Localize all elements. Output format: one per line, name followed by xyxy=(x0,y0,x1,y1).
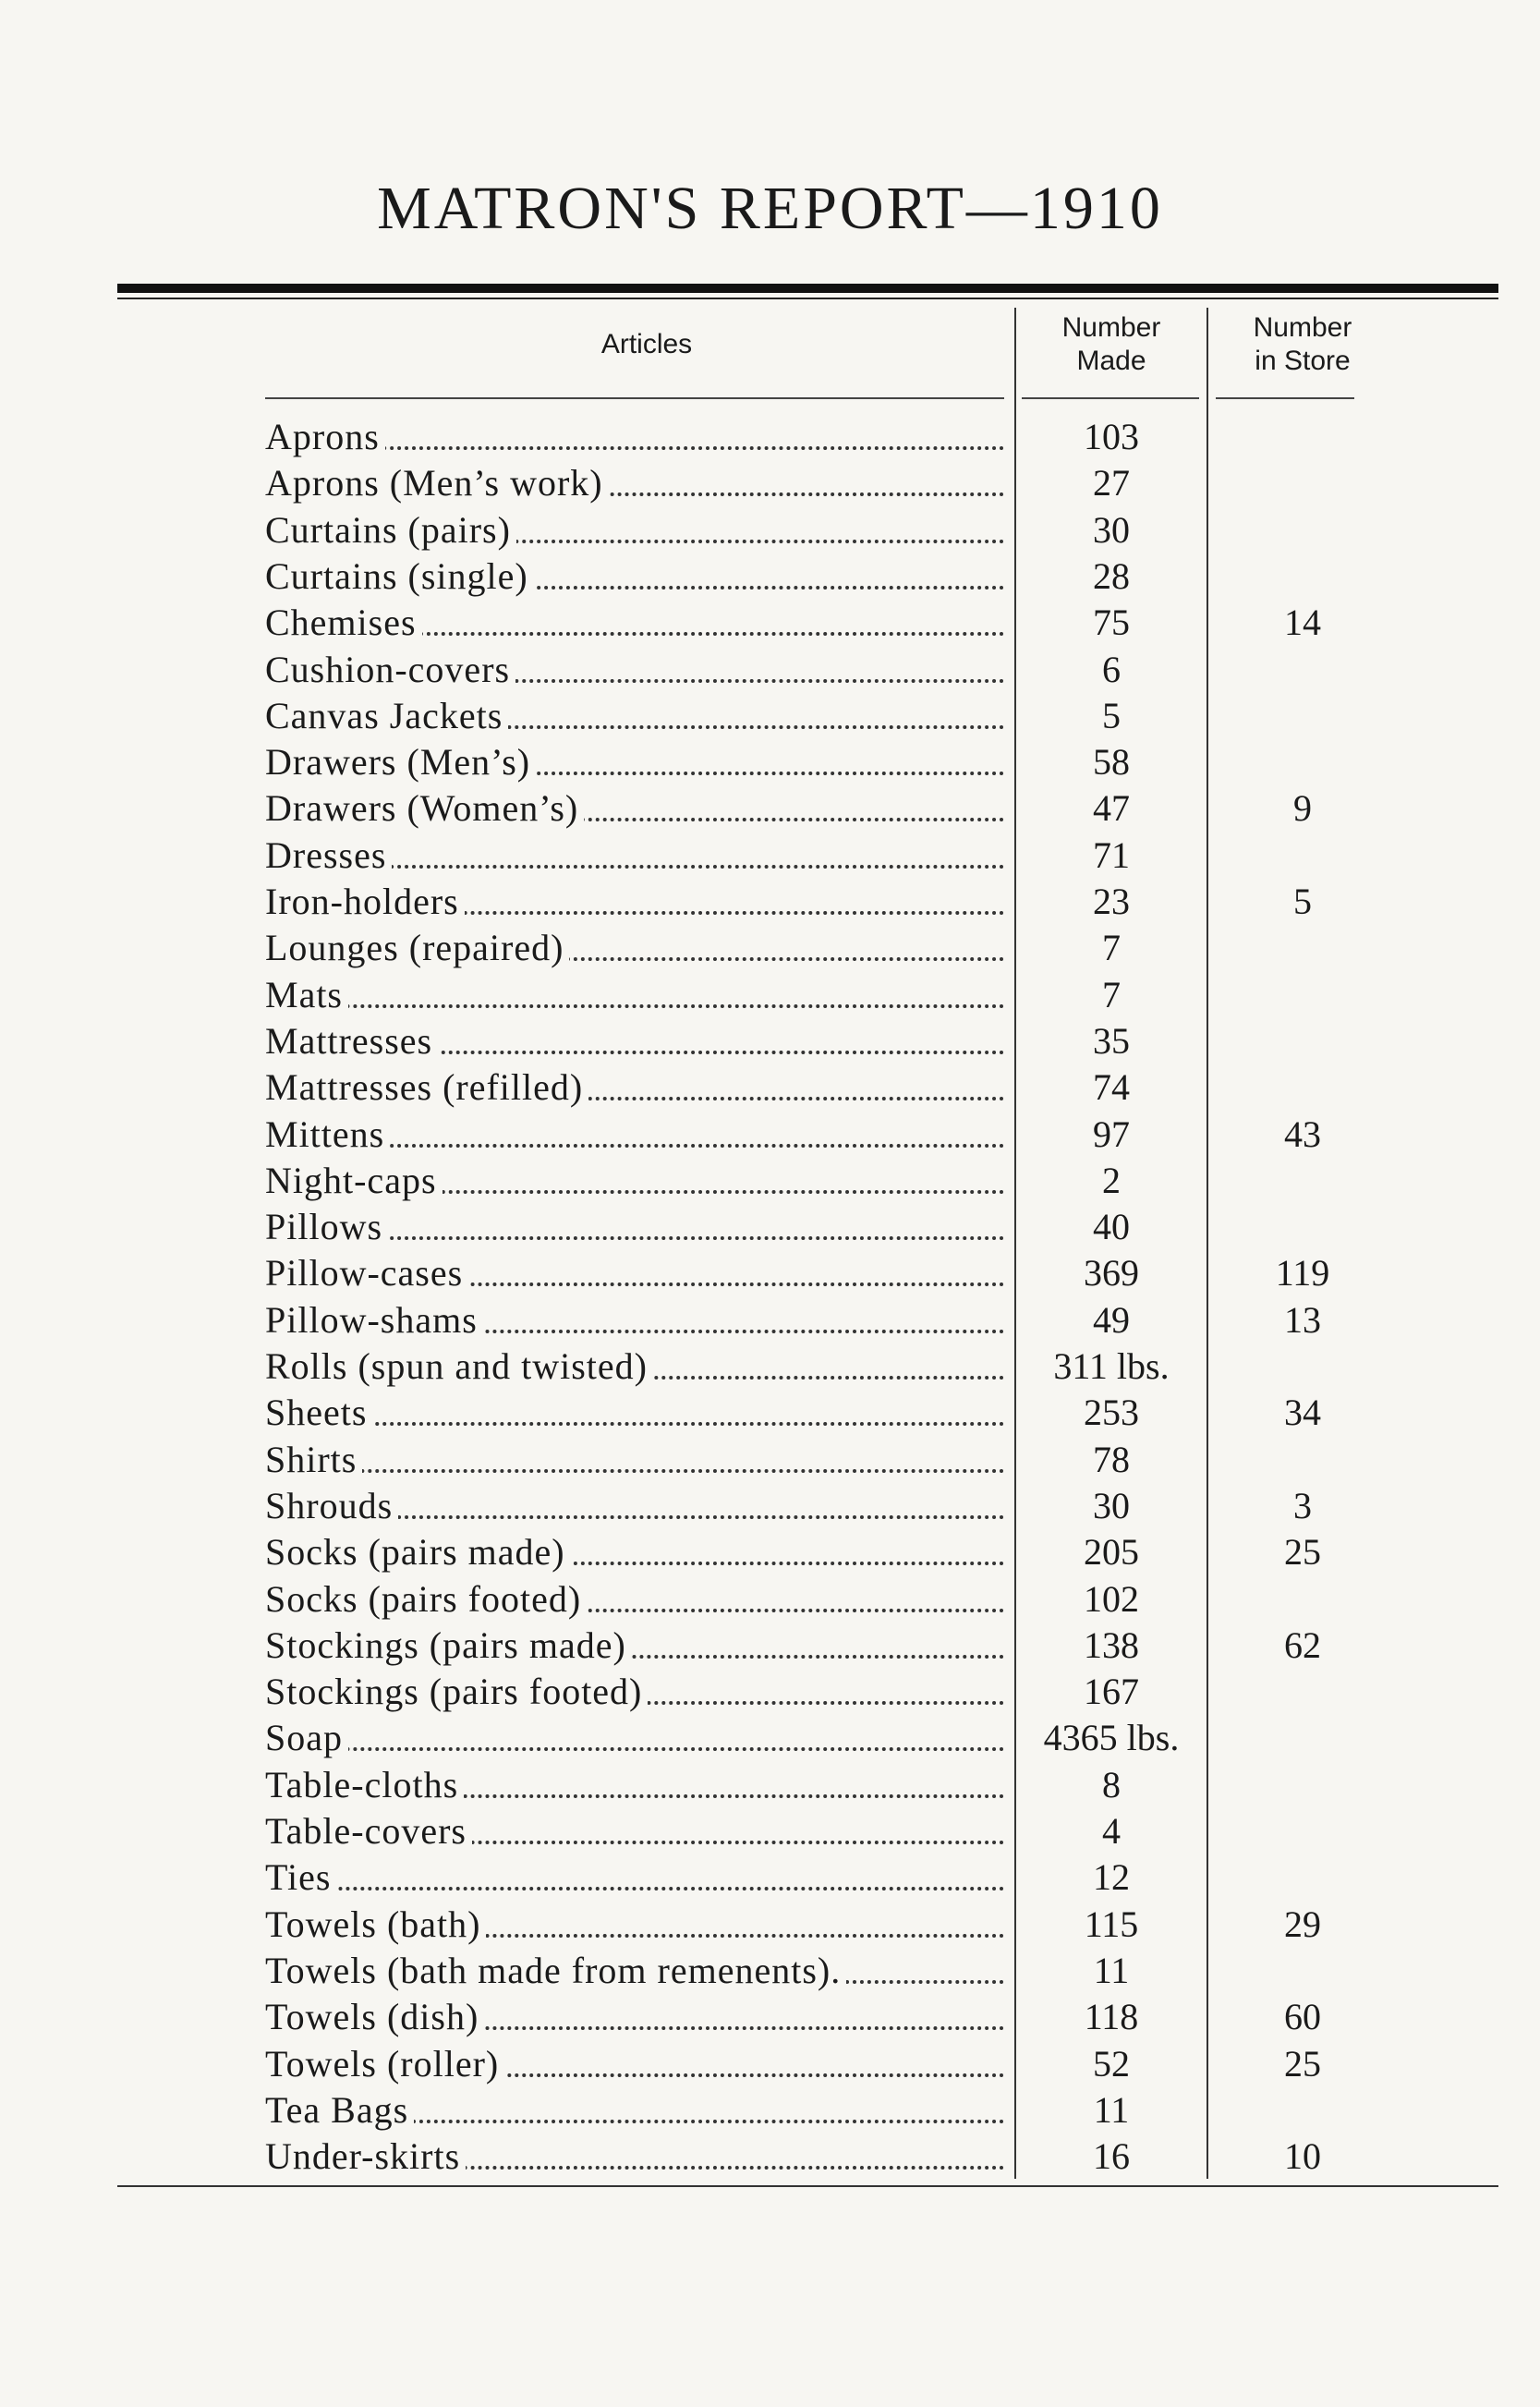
table-row xyxy=(0,2087,1540,2133)
article-cell xyxy=(265,1390,1004,1436)
article-cell xyxy=(265,1437,1004,1483)
article-name: Curtains (single) xyxy=(265,555,534,597)
header-articles xyxy=(462,328,831,361)
number-in-store-cell: 10 xyxy=(1284,2135,1321,2178)
table-row xyxy=(0,2041,1540,2087)
article-name: Sheets xyxy=(265,1392,372,1433)
number-made-cell: 23 xyxy=(1093,881,1130,922)
article-name: Towels (dish) xyxy=(265,1996,484,2037)
article-cell xyxy=(265,1018,1004,1064)
header-store-line1: Number xyxy=(1253,312,1352,343)
article-cell xyxy=(265,2087,1004,2133)
article-cell xyxy=(265,2133,1004,2180)
article-cell xyxy=(265,553,1004,600)
number-made-cell: 58 xyxy=(1093,741,1130,784)
article-name: Pillow-cases xyxy=(265,1252,468,1294)
number-made-cell: 103 xyxy=(1084,416,1139,457)
number-in-store-cell: 25 xyxy=(1284,2042,1321,2085)
table-row xyxy=(0,1808,1540,1854)
article-name: Chemises xyxy=(265,602,422,643)
number-made-cell: 11 xyxy=(1093,1949,1130,1991)
header-number-made xyxy=(1019,311,1204,378)
article-name: Mats xyxy=(265,974,348,1015)
table-row xyxy=(0,1250,1540,1296)
number-made-cell: 118 xyxy=(1084,1996,1139,2038)
number-in-store-cell: 3 xyxy=(1293,1484,1312,1526)
number-made-cell: 253 xyxy=(1084,1392,1139,1434)
table-row xyxy=(0,2133,1540,2180)
page-title: MATRON'S REPORT—1910 xyxy=(377,175,1163,242)
table-row xyxy=(0,785,1540,832)
article-name: Socks (pairs made) xyxy=(265,1531,571,1573)
article-cell xyxy=(265,1854,1004,1901)
article-name: Stockings (pairs footed) xyxy=(265,1671,648,1712)
article-name: Socks (pairs footed) xyxy=(265,1578,587,1620)
header-store-line2: in Store xyxy=(1255,346,1351,376)
table-row xyxy=(0,414,1540,460)
article-name: Shirts xyxy=(265,1439,362,1480)
table-row xyxy=(0,739,1540,785)
number-in-store-cell: 5 xyxy=(1293,881,1312,922)
number-made-cell: 12 xyxy=(1093,1856,1130,1899)
number-made-cell: 27 xyxy=(1093,462,1130,504)
article-name: Shrouds xyxy=(265,1485,398,1526)
number-made-cell: 115 xyxy=(1084,1903,1139,1945)
number-made-cell: 30 xyxy=(1093,1484,1130,1526)
header-made-line1: Number xyxy=(1061,312,1161,343)
article-name: Dresses xyxy=(265,834,392,876)
article-cell xyxy=(265,600,1004,646)
number-made-cell: 30 xyxy=(1093,508,1130,551)
table-row xyxy=(0,1343,1540,1390)
article-name: Cushion-covers xyxy=(265,649,515,690)
number-made-cell: 71 xyxy=(1093,833,1130,876)
article-name: Iron-holders xyxy=(265,881,465,922)
number-made-cell: 97 xyxy=(1093,1112,1130,1155)
number-in-store-cell: 34 xyxy=(1284,1392,1321,1434)
article-name: Drawers (Men’s) xyxy=(265,741,536,783)
number-in-store-cell: 62 xyxy=(1284,1623,1321,1666)
table-row xyxy=(0,553,1540,600)
table-row xyxy=(0,1994,1540,2040)
number-made-cell: 78 xyxy=(1093,1438,1130,1480)
article-cell xyxy=(265,1529,1004,1575)
article-cell xyxy=(265,1576,1004,1623)
number-in-store-cell: 9 xyxy=(1293,787,1312,830)
header-articles-label: Articles xyxy=(600,329,693,359)
article-name: Towels (bath made from remenents). xyxy=(265,1950,846,1991)
article-cell xyxy=(265,1948,1004,1994)
dot-leader xyxy=(265,1469,1004,1473)
number-made-cell: 7 xyxy=(1102,973,1121,1015)
article-cell xyxy=(265,1623,1004,1669)
article-name: Tea Bags xyxy=(265,2089,414,2131)
table-row xyxy=(0,1158,1540,1204)
article-name: Mittens xyxy=(265,1113,390,1155)
article-cell xyxy=(265,785,1004,832)
article-name: Night-caps xyxy=(265,1160,443,1201)
number-in-store-cell: 43 xyxy=(1284,1112,1321,1155)
table-row xyxy=(0,1204,1540,1250)
top-heavy-rule xyxy=(117,284,1498,293)
number-made-cell: 74 xyxy=(1093,1066,1130,1109)
number-made-cell: 138 xyxy=(1084,1623,1139,1666)
article-cell xyxy=(265,1158,1004,1204)
article-cell xyxy=(265,1483,1004,1529)
article-cell xyxy=(265,1994,1004,2040)
article-name: Stockings (pairs made) xyxy=(265,1624,632,1666)
article-name: Drawers (Women’s) xyxy=(265,787,584,829)
article-name: Mattresses xyxy=(265,1020,438,1062)
number-made-cell: 47 xyxy=(1093,787,1130,830)
article-name: Table-cloths xyxy=(265,1764,464,1805)
number-made-cell: 40 xyxy=(1093,1206,1130,1248)
article-name: Aprons (Men’s work) xyxy=(265,462,609,504)
article-cell xyxy=(265,647,1004,693)
number-made-cell: 28 xyxy=(1093,554,1130,597)
article-name: Lounges (repaired) xyxy=(265,927,569,968)
article-name: Ties xyxy=(265,1856,336,1898)
header-underline-made xyxy=(1022,397,1199,399)
article-cell xyxy=(265,1297,1004,1343)
article-cell xyxy=(265,1064,1004,1111)
table-row xyxy=(0,693,1540,739)
number-made-cell: 11 xyxy=(1093,2088,1130,2131)
article-name: Rolls (spun and twisted) xyxy=(265,1345,653,1387)
article-name: Canvas Jackets xyxy=(265,695,508,736)
number-made-cell: 4365 lbs. xyxy=(1043,1717,1180,1759)
number-in-store-cell: 119 xyxy=(1275,1252,1330,1295)
number-made-cell: 4 xyxy=(1102,1810,1121,1852)
article-cell xyxy=(265,739,1004,785)
number-made-cell: 102 xyxy=(1084,1577,1139,1620)
article-cell xyxy=(265,2041,1004,2087)
table-row xyxy=(0,1762,1540,1808)
number-made-cell: 35 xyxy=(1093,1019,1130,1062)
article-name: Towels (roller) xyxy=(265,2043,504,2085)
article-name: Table-covers xyxy=(265,1810,472,1852)
table-row xyxy=(0,1576,1540,1623)
article-name: Towels (bath) xyxy=(265,1903,486,1945)
article-cell xyxy=(265,1715,1004,1761)
article-cell xyxy=(265,972,1004,1018)
dot-leader xyxy=(265,1004,1004,1008)
table-row xyxy=(0,1902,1540,1948)
header-made-line2: Made xyxy=(1076,346,1146,376)
number-made-cell: 369 xyxy=(1084,1252,1139,1295)
table-row xyxy=(0,1390,1540,1436)
table-row xyxy=(0,1064,1540,1111)
article-cell xyxy=(265,925,1004,971)
table-row xyxy=(0,925,1540,971)
article-cell xyxy=(265,460,1004,506)
table-row xyxy=(0,647,1540,693)
article-cell xyxy=(265,1902,1004,1948)
article-cell xyxy=(265,1112,1004,1158)
header-number-store xyxy=(1210,311,1395,378)
table-row xyxy=(0,1715,1540,1761)
table-row xyxy=(0,1623,1540,1669)
article-cell xyxy=(265,1669,1004,1715)
number-made-cell: 75 xyxy=(1093,602,1130,644)
number-made-cell: 49 xyxy=(1093,1298,1130,1341)
table-row xyxy=(0,1483,1540,1529)
article-cell xyxy=(265,879,1004,925)
number-made-cell: 8 xyxy=(1102,1763,1121,1805)
bottom-rule xyxy=(117,2185,1498,2187)
table-row xyxy=(0,1018,1540,1064)
number-made-cell: 205 xyxy=(1084,1531,1139,1574)
header-underline-articles xyxy=(265,397,1004,399)
table-row xyxy=(0,1669,1540,1715)
table-row xyxy=(0,507,1540,553)
article-name: Soap xyxy=(265,1717,348,1758)
article-name: Mattresses (refilled) xyxy=(265,1066,588,1108)
number-made-cell: 6 xyxy=(1102,648,1121,690)
article-name: Curtains (pairs) xyxy=(265,509,516,551)
article-cell xyxy=(265,414,1004,460)
number-in-store-cell: 14 xyxy=(1284,602,1321,644)
number-made-cell: 16 xyxy=(1093,2135,1130,2178)
table-row xyxy=(0,460,1540,506)
number-made-cell: 52 xyxy=(1093,2042,1130,2085)
article-cell xyxy=(265,1762,1004,1808)
article-cell xyxy=(265,507,1004,553)
article-name: Pillows xyxy=(265,1206,388,1247)
table-row xyxy=(0,972,1540,1018)
number-in-store-cell: 13 xyxy=(1284,1298,1321,1341)
table-row xyxy=(0,879,1540,925)
number-made-cell: 311 lbs. xyxy=(1053,1345,1170,1387)
article-cell xyxy=(265,1250,1004,1296)
article-name: Under-skirts xyxy=(265,2135,466,2177)
article-cell xyxy=(265,1343,1004,1390)
article-cell xyxy=(265,693,1004,739)
number-in-store-cell: 60 xyxy=(1284,1996,1321,2038)
table-row xyxy=(0,1437,1540,1483)
article-name: Aprons xyxy=(265,416,385,457)
number-made-cell: 2 xyxy=(1102,1159,1121,1201)
table-row xyxy=(0,600,1540,646)
table-row xyxy=(0,1297,1540,1343)
article-cell xyxy=(265,1808,1004,1854)
article-name: Pillow-shams xyxy=(265,1299,483,1341)
number-made-cell: 167 xyxy=(1084,1671,1139,1713)
article-cell xyxy=(265,1204,1004,1250)
dot-leader xyxy=(265,1747,1004,1751)
table-row xyxy=(0,833,1540,879)
top-light-rule xyxy=(117,298,1498,299)
number-in-store-cell: 25 xyxy=(1284,1531,1321,1574)
number-made-cell: 5 xyxy=(1102,694,1121,736)
table-row xyxy=(0,1948,1540,1994)
dot-leader xyxy=(265,1887,1004,1890)
number-made-cell: 7 xyxy=(1102,927,1121,969)
number-in-store-cell: 29 xyxy=(1284,1903,1321,1945)
table-row xyxy=(0,1529,1540,1575)
dot-leader xyxy=(265,1422,1004,1426)
table-row xyxy=(0,1112,1540,1158)
table-row xyxy=(0,1854,1540,1901)
article-cell xyxy=(265,833,1004,879)
header-underline-store xyxy=(1216,397,1354,399)
